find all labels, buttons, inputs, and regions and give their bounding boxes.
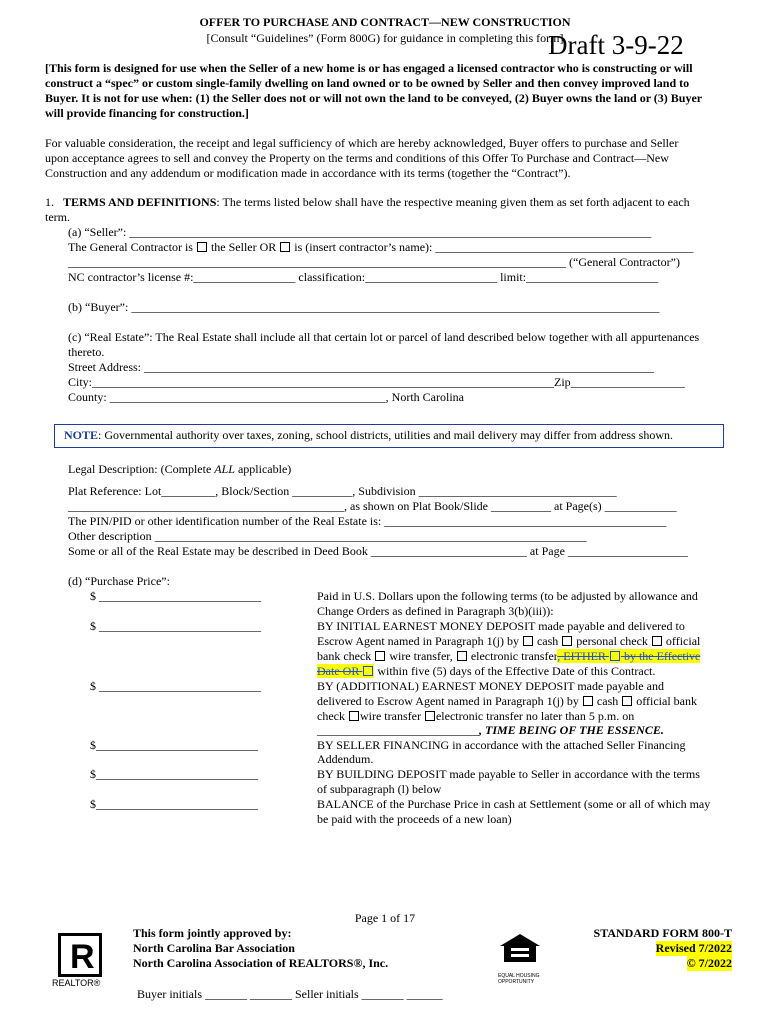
legal-title xyxy=(68,462,291,477)
emd-strike-either: , EITHER by the Effective xyxy=(557,649,701,663)
emd-official-label: official xyxy=(665,634,701,648)
seller-financing-line-2: Addendum. xyxy=(317,752,374,766)
lot-field[interactable]: _________ xyxy=(161,484,216,498)
buyer-initials-field-1[interactable]: _______ xyxy=(205,987,247,1001)
emd-electronic-checkbox[interactable] xyxy=(457,651,467,661)
emd-cash-label: cash xyxy=(536,634,559,648)
license-label: NC contractor’s license #: xyxy=(68,270,194,284)
additional-emd-line-4 xyxy=(317,723,664,738)
license-line xyxy=(68,270,658,285)
form-subtitle: [Consult “Guidelines” (Form 800G) for guidance in completing this form] xyxy=(206,31,564,45)
pin-field[interactable]: _______________________________________________ xyxy=(384,514,667,528)
emd-wire-label: wire transfer, xyxy=(389,649,453,663)
buyer-initials-field-2[interactable]: _______ xyxy=(250,987,292,1001)
approved-by: This form jointly approved by: xyxy=(133,926,292,940)
buyer-initials-label: Buyer initials xyxy=(137,987,202,1001)
price-amount-6[interactable]: $___________________________ xyxy=(90,797,258,811)
gc-insert-label: is (insert contractor’s name): xyxy=(294,240,433,254)
price-terms-2: Change Orders as defined in Paragraph 3(b)(iii)): xyxy=(317,604,554,618)
pin-label: The PIN/PID or other identification number of the Real Estate is: xyxy=(68,514,382,528)
classification-label: classification: xyxy=(298,270,366,284)
intro-line-1: For valuable consideration, the receipt and legal sufficiency of which are hereby acknowledged, Buyer offers to purchase and Seller xyxy=(45,136,679,150)
license-field[interactable]: _________________ xyxy=(193,270,296,284)
section-heading: TERMS AND DEFINITIONS xyxy=(63,195,217,209)
price-terms-1: Paid in U.S. Dollars upon the following terms (to be adjusted by allowance and xyxy=(317,589,698,603)
initial-emd-line-1: BY INITIAL EARNEST MONEY DEPOSIT made payable and delivered to xyxy=(317,619,685,633)
add-emd-cash-label: cash xyxy=(596,694,619,708)
real-estate-line xyxy=(68,330,699,345)
intro-line-2: upon acceptance agrees to sell and convey the Property on the terms and conditions of this Offer To Purchase and Contract—New xyxy=(45,151,669,165)
classification-field[interactable]: ______________________ xyxy=(365,270,498,284)
add-emd-text: delivered to Escrow Agent named in Paragraph 1(j) by xyxy=(317,694,579,708)
additional-emd-line-3 xyxy=(317,709,634,724)
realtor-logo-icon: R xyxy=(58,933,102,977)
other-desc-line xyxy=(68,529,587,544)
emd-official-checkbox[interactable] xyxy=(652,636,662,646)
emd-within-text: within five (5) days of the Effective Date of this Contract. xyxy=(377,664,656,678)
page-number: Page 1 of 17 xyxy=(354,911,416,925)
intro-line-3: Construction and any addendum or modification made in accordance with its terms (together the “Contract”). xyxy=(45,166,571,180)
legal-title-a: Legal Description: (Complete xyxy=(68,462,212,476)
intro-bold-line-1: [This form is designed for use when the Seller of a new home is or has engaged a licensed contractor who is constructing or will xyxy=(45,61,693,75)
pages-label: at Page(s) xyxy=(554,499,602,513)
legal-title-all: ALL xyxy=(214,462,235,476)
intro-bold-line-4: will provide financing for construction.] xyxy=(45,106,249,120)
intro-bold-line-2: construct a “spec” or custom single-family dwelling on land owned or to be owned by Seller and then convey improved land to xyxy=(45,76,690,90)
gc-name-field-2[interactable]: ___________________________________________________________________________________ xyxy=(68,255,566,269)
legal-title-b: applicable) xyxy=(237,462,292,476)
other-desc-label: Other description xyxy=(68,529,152,543)
additional-emd-line-1: BY (ADDITIONAL) EARNEST MONEY DEPOSIT made payable and xyxy=(317,679,664,693)
price-amount-4[interactable]: $___________________________ xyxy=(90,738,258,752)
copyright: © 7/2022 xyxy=(686,956,732,970)
add-emd-cash-checkbox[interactable] xyxy=(583,696,593,706)
zip-field[interactable]: ___________________ xyxy=(570,375,685,389)
initials-line xyxy=(137,987,443,1002)
pages-field[interactable]: ____________ xyxy=(604,499,677,513)
revised-date: Revised 7/2022 xyxy=(655,941,732,955)
building-deposit-line-2: of subparagraph (l) below xyxy=(317,782,442,796)
add-emd-official-label: official bank xyxy=(636,694,698,708)
seller-initials-field-1[interactable]: _______ xyxy=(361,987,404,1001)
emd-strike-date: Date OR xyxy=(317,664,374,678)
section-1-term: term. xyxy=(45,210,70,224)
note-body: : Governmental authority over taxes, zoning, school districts, utilities and mail delivery may differ from address shown. xyxy=(98,428,673,442)
plat-book-line xyxy=(68,499,677,514)
add-emd-electronic-checkbox[interactable] xyxy=(425,711,435,721)
pin-line xyxy=(68,514,666,529)
deed-field[interactable]: __________________________ xyxy=(370,544,527,558)
city-label: City: xyxy=(68,375,93,389)
subdivision-field[interactable]: _________________________________ xyxy=(418,484,617,498)
nc-bar-association: North Carolina Bar Association xyxy=(133,941,295,955)
plat-book-field[interactable]: __________ xyxy=(491,499,552,513)
purchase-price-label: (d) “Purchase Price”: xyxy=(68,574,170,588)
gc-seller-label: the Seller OR xyxy=(210,240,277,254)
at-page-label: at Page xyxy=(529,544,565,558)
buyer-label: (b) “Buyer”: xyxy=(68,300,129,314)
building-deposit-line-1: BY BUILDING DEPOSIT made payable to Seller in accordance with the terms xyxy=(317,767,700,781)
gc-name-field[interactable]: ___________________________________________ xyxy=(435,240,694,254)
deed-label: Some or all of the Real Estate may be described in Deed Book xyxy=(68,544,368,558)
emd-personal-label: personal check xyxy=(576,634,648,648)
time-essence: , TIME BEING OF THE ESSENCE. xyxy=(479,723,664,737)
limit-field[interactable]: ______________________ xyxy=(526,270,659,284)
intro-bold-line-3: Buyer. It is not for use when: (1) the Seller does not or will not own the land to be conveyed, (2) Buyer owns the land or (3) Buyer xyxy=(45,91,703,105)
seller-financing-line-1: BY SELLER FINANCING in accordance with the attached Seller Financing xyxy=(317,738,686,752)
gc-name-line-2 xyxy=(68,255,680,270)
note-text xyxy=(64,428,673,443)
deed-line xyxy=(68,544,688,559)
seller-label: (a) “Seller”: xyxy=(68,225,127,239)
additional-emd-line-2 xyxy=(317,694,697,709)
subdivision-field-2[interactable]: ______________________________________________ xyxy=(68,499,344,513)
plat-book-label: , as shown on Plat Book/Slide xyxy=(344,499,489,513)
general-contractor-line xyxy=(68,240,693,255)
emd-escrow-text: Escrow Agent named in Paragraph 1(j) by xyxy=(317,634,519,648)
realtor-logo-text: REALTOR® xyxy=(52,978,101,988)
add-emd-official-checkbox[interactable] xyxy=(622,696,632,706)
seller-line xyxy=(68,225,651,240)
add-emd-date-field[interactable]: ___________________________ xyxy=(317,723,479,737)
county-label: County: xyxy=(68,390,107,404)
section-number: 1. xyxy=(45,195,54,209)
nc-label: , North Carolina xyxy=(385,390,464,404)
block-label: , Block/Section xyxy=(215,484,290,498)
county-field[interactable]: ______________________________________________ xyxy=(109,390,386,404)
section-text: : The terms listed below shall have the respective meaning given them as set forth adjacent to each xyxy=(216,195,690,209)
form-title: OFFER TO PURCHASE AND CONTRACT—NEW CONSTRUCTION xyxy=(199,15,571,29)
seller-initials-field-2[interactable]: ______ xyxy=(406,987,443,1001)
add-emd-wire-checkbox[interactable] xyxy=(349,711,359,721)
emd-electronic-label: electronic transfer xyxy=(470,649,558,663)
initial-emd-line-4 xyxy=(317,664,655,679)
seller-field[interactable]: _______________________________________________________________________________________ xyxy=(129,225,652,239)
county-line xyxy=(68,390,464,405)
plat-ref-label: Plat Reference: Lot xyxy=(68,484,162,498)
price-amount-5[interactable]: $___________________________ xyxy=(90,767,258,781)
gc-tag: (“General Contractor”) xyxy=(569,255,680,269)
emd-bank-label: bank check xyxy=(317,649,372,663)
zip-label: Zip xyxy=(554,375,571,389)
buyer-field[interactable]: ________________________________________________________________________________________ xyxy=(131,300,660,314)
add-emd-wire-label: wire transfer xyxy=(359,709,421,723)
section-1-heading-line xyxy=(45,195,690,210)
initial-emd-line-2 xyxy=(317,634,700,649)
emd-personal-check-checkbox[interactable] xyxy=(562,636,572,646)
seller-initials-label: Seller initials xyxy=(295,987,359,1001)
add-emd-electronic-label: electronic transfer no later than 5 p.m. on xyxy=(435,709,635,723)
emd-cash-checkbox[interactable] xyxy=(523,636,533,646)
equal-housing-icon xyxy=(498,932,542,972)
street-label: Street Address: xyxy=(68,360,141,374)
real-estate-text-2: thereto. xyxy=(68,345,105,359)
price-amount-3[interactable]: $ ___________________________ xyxy=(90,679,261,693)
at-page-field[interactable]: ____________________ xyxy=(567,544,688,558)
price-amount-1[interactable]: $ ___________________________ xyxy=(90,589,261,603)
gc-seller-checkbox[interactable] xyxy=(197,242,207,252)
block-field[interactable]: __________ xyxy=(292,484,353,498)
real-estate-text: The Real Estate shall include all that certain lot or parcel of land described below together with all appurtenances xyxy=(155,330,700,344)
subdivision-label: , Subdivision xyxy=(352,484,416,498)
initial-emd-line-3 xyxy=(317,649,700,664)
limit-label: limit: xyxy=(500,270,527,284)
plat-reference-line xyxy=(68,484,617,499)
other-desc-field[interactable]: ________________________________________________________________________ xyxy=(154,529,587,543)
balance-line-2: be paid with the proceeds of a new loan) xyxy=(317,812,512,826)
form-id: STANDARD FORM 800-T xyxy=(593,926,732,940)
nc-realtors: North Carolina Association of REALTORS®, Inc. xyxy=(133,956,389,970)
gc-other-checkbox[interactable] xyxy=(280,242,290,252)
price-amount-2[interactable]: $ ___________________________ xyxy=(90,619,261,633)
equal-housing-text: EQUAL HOUSING OPPORTUNITY xyxy=(498,973,540,985)
note-label: NOTE xyxy=(64,428,99,442)
street-field[interactable]: _____________________________________________________________________________________ xyxy=(144,360,654,374)
real-estate-label: (c) “Real Estate”: xyxy=(68,330,153,344)
buyer-line xyxy=(68,300,659,315)
balance-line-1: BALANCE of the Purchase Price in cash at Settlement (some or all of which may xyxy=(317,797,711,811)
street-line xyxy=(68,360,654,375)
city-field[interactable]: _____________________________________________________________________________ xyxy=(92,375,555,389)
emd-wire-checkbox[interactable] xyxy=(375,651,385,661)
gc-label: The General Contractor is xyxy=(68,240,193,254)
draft-stamp: Draft 3-9-22 xyxy=(548,30,684,60)
add-emd-check-label: check xyxy=(317,709,345,723)
city-line xyxy=(68,375,685,390)
